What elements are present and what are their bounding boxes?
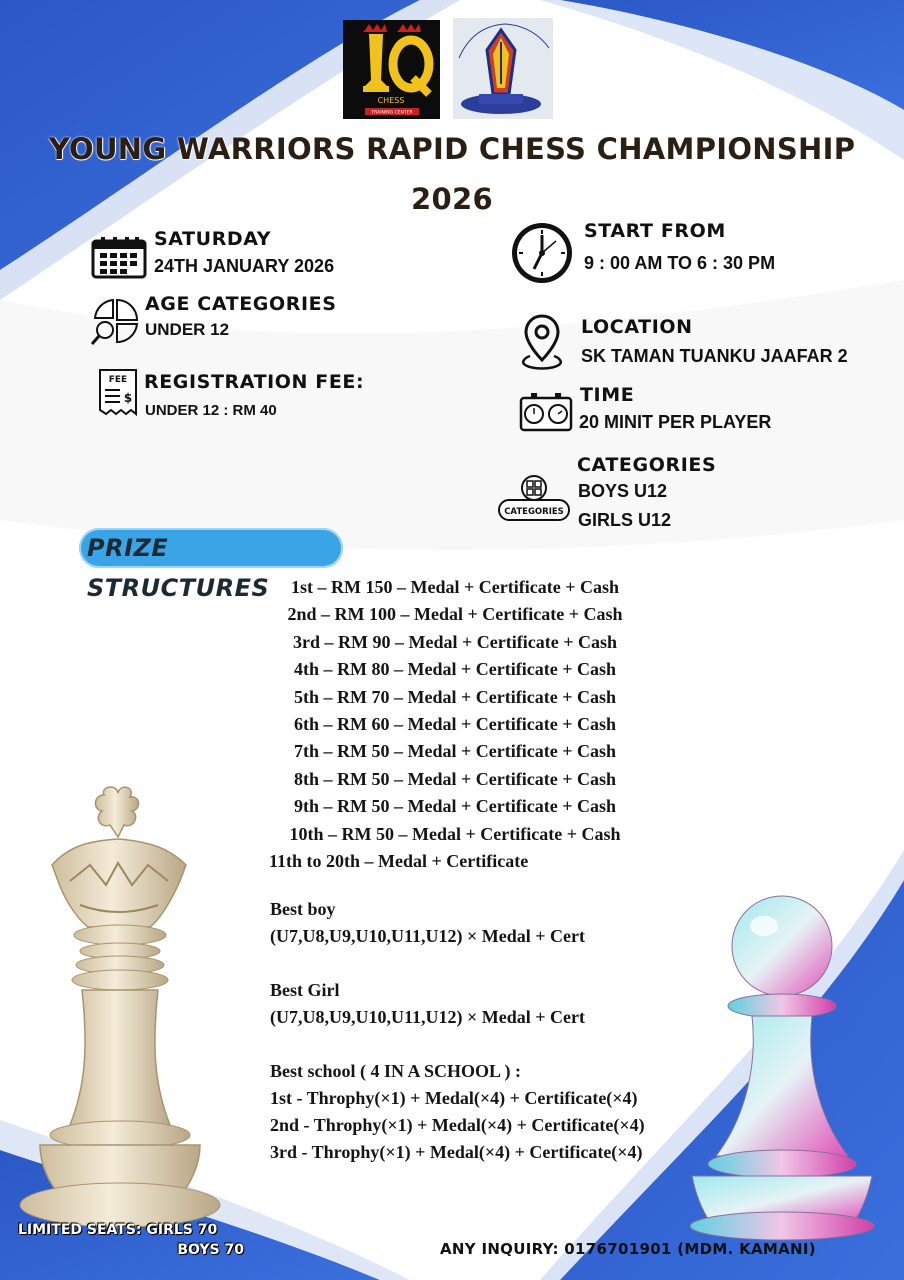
time-value: 20 MINIT PER PLAYER <box>579 412 772 432</box>
prize-heading: PRIZE STRUCTURES <box>87 534 270 602</box>
best-boy-value: (U7,U8,U9,U10,U11,U12) × Medal + Cert <box>270 926 585 946</box>
chess-clock-icon <box>519 390 573 436</box>
clock-icon <box>510 221 574 289</box>
prize-item: 7th – RM 50 – Medal + Certificate + Cash <box>294 741 616 762</box>
prize-list <box>240 574 670 875</box>
glass-pawn-piece <box>672 892 892 1246</box>
special-awards <box>270 896 730 1166</box>
categories-heading: CATEGORIES <box>577 454 717 476</box>
pie-magnifier-icon <box>91 298 141 350</box>
prize-item: 5th – RM 70 – Medal + Certificate + Cash <box>294 686 616 707</box>
date-value: 24TH JANUARY 2026 <box>154 256 335 276</box>
prize-item: 6th – RM 60 – Medal + Certificate + Cash <box>294 713 616 734</box>
prize-structures-badge <box>79 528 343 602</box>
category-girls: GIRLS U12 <box>578 510 672 530</box>
prize-item: 4th – RM 80 – Medal + Certificate + Cash <box>294 659 616 680</box>
prize-item: 1st – RM 150 – Medal + Certificate + Cash <box>291 577 619 597</box>
best-girl-label: Best Girl <box>270 980 340 1000</box>
iq-logo-tagline: TRAINING CENTER <box>371 110 413 116</box>
categories-icon <box>497 472 571 528</box>
fee-receipt-icon <box>96 368 140 424</box>
seats-line-1: LIMITED SEATS: GIRLS 70 <box>18 1222 218 1238</box>
time-heading: TIME <box>580 384 635 406</box>
prize-item: 2nd – RM 100 – Medal + Certificate + Cash <box>287 604 623 625</box>
limited-seats-note <box>18 1220 250 1260</box>
categories-icon-label: CATEGORIES <box>504 507 564 517</box>
age-value: UNDER 12 <box>145 320 230 339</box>
title-line-2: 2026 <box>411 182 493 216</box>
inquiry-contact: ANY INQUIRY: 0176701901 (MDM. KAMANI) <box>440 1240 816 1258</box>
location-value: SK TAMAN TUANKU JAAFAR 2 <box>581 346 848 366</box>
fee-heading: REGISTRATION FEE: <box>144 371 365 393</box>
best-boy-label: Best boy <box>270 899 336 919</box>
svg-text:$: $ <box>123 391 133 405</box>
fee-icon-label: FEE <box>108 375 128 385</box>
category-boys: BOYS U12 <box>578 481 668 501</box>
ivory-king-piece <box>0 785 240 1239</box>
location-heading: LOCATION <box>581 316 693 338</box>
seats-line-2: BOYS 70 <box>177 1242 244 1258</box>
prize-item: 3rd – RM 90 – Medal + Certificate + Cash <box>293 631 617 652</box>
best-school-item: 1st - Throphy(×1) + Medal(×4) + Certificate(×4) <box>270 1088 638 1108</box>
prize-item: 11th to 20th – Medal + Certificate <box>269 850 529 871</box>
best-girl-value: (U7,U8,U9,U10,U11,U12) × Medal + Cert <box>270 1007 585 1027</box>
best-school-item: 3rd - Throphy(×1) + Medal(×4) + Certificate(×4) <box>270 1142 643 1162</box>
iq-logo-small-text: CHESS <box>377 96 405 105</box>
age-heading: AGE CATEGORIES <box>145 293 337 315</box>
best-school-item: 2nd - Throphy(×1) + Medal(×4) + Certificate(×4) <box>270 1115 645 1135</box>
title-line-1: YOUNG WARRIORS RAPID CHESS CHAMPIONSHIP <box>48 132 856 166</box>
fee-value: UNDER 12 : RM 40 <box>145 402 277 419</box>
location-pin-icon <box>520 312 564 376</box>
prize-item: 8th – RM 50 – Medal + Certificate + Cash <box>294 768 616 789</box>
prize-item: 9th – RM 50 – Medal + Certificate + Cash <box>294 796 616 817</box>
start-heading: START FROM <box>584 220 726 242</box>
start-value: 9 : 00 AM TO 6 : 30 PM <box>584 253 776 273</box>
prize-item: 10th – RM 50 – Medal + Certificate + Cash <box>289 823 621 844</box>
best-school-label: Best school ( 4 IN A SCHOOL ) : <box>270 1061 522 1081</box>
calendar-icon <box>91 237 147 283</box>
school-logo <box>453 18 553 119</box>
page-title <box>40 128 864 220</box>
iq-chess-logo <box>343 20 440 119</box>
date-day: SATURDAY <box>154 228 272 250</box>
